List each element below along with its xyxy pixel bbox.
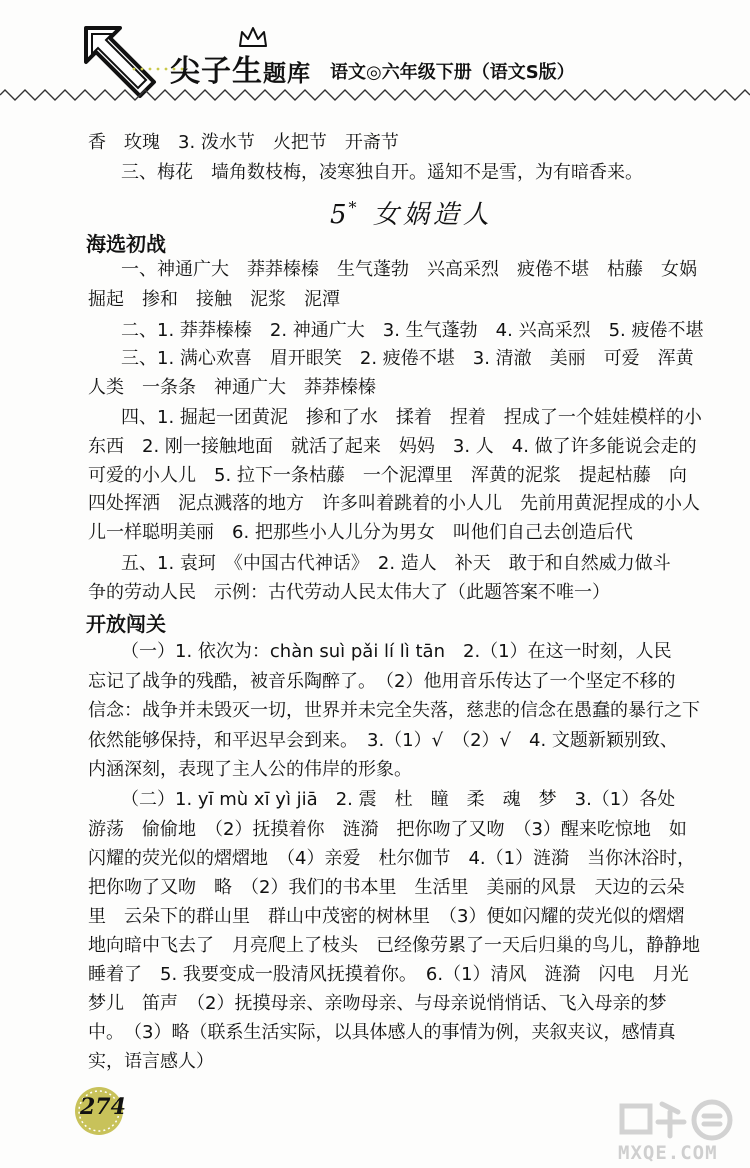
book-info: 语文◎六年级下册（语文S版）	[330, 62, 575, 83]
answer-line: 把你吻了又吻 略 （2）我们的书本里 生活里 美丽的风景 天边的云朵	[88, 877, 685, 898]
answer-line: 内涵深刻，表现了主人公的伟岸的形象。	[88, 759, 412, 780]
answer-line: 五、1. 袁珂 《中国古代神话》 2. 造人 补天 敢于和自然威力做斗	[121, 553, 671, 574]
lesson-title: 5* 女娲造人	[330, 198, 493, 230]
answer-line: 三、1. 满心欢喜 眉开眼笑 2. 疲倦不堪 3. 清澈 美丽 可爱 浑黄	[121, 348, 694, 369]
answer-line: 里 云朵下的群山里 群山中茂密的树林里 （3）便如闪耀的荧光似的熠熠	[88, 906, 685, 927]
answer-line: （二）1. yī mù xī yì jiā 2. 震 杜 瞳 柔 魂 梦 3.（1）各处	[121, 789, 676, 810]
answer-line: 实，语言感人）	[88, 1051, 214, 1072]
answer-line: 二、1. 莽莽榛榛 2. 神通广大 3. 生气蓬勃 4. 兴高采烈 5. 疲倦不堪	[121, 320, 704, 341]
answer-line: 香 玫瑰 3. 泼水节 火把节 开斋节	[88, 132, 399, 153]
brand-logo-text: 尖子生题库	[170, 54, 311, 89]
answer-line: 睡着了 5. 我要变成一股清风抚摸着你。 6.（1）清风 涟漪 闪电 月光	[88, 964, 689, 985]
answer-line: （一）1. 依次为：chàn suì pǎi lí lì tān 2.（1）在这一时刻，人民	[121, 641, 672, 662]
answer-line: 争的劳动人民 示例：古代劳动人民太伟大了（此题答案不唯一）	[88, 582, 610, 603]
answer-line: 依然能够保持，和平迟早会到来。 3.（1）√ （2）√ 4. 文题新颖别致、	[88, 730, 678, 751]
answer-line: 地向暗中飞去了 月亮爬上了枝头 已经像劳累了一天后归巢的鸟儿，静静地	[88, 935, 700, 956]
answer-line: 游荡 偷偷地 （2）抚摸着你 涟漪 把你吻了又吻 （3）醒来吃惊地 如	[88, 819, 687, 840]
answer-line: 闪耀的荧光似的熠熠地 （4）亲爱 杜尔伽节 4.（1）涟漪 当你沐浴时，	[88, 848, 696, 869]
answer-line: 四、1. 掘起一团黄泥 掺和了水 揉着 捏着 捏成了一个娃娃模样的小	[121, 407, 702, 428]
answer-line: 掘起 掺和 接触 泥浆 泥潭	[88, 289, 340, 310]
page-number: 274	[80, 1094, 126, 1120]
page-header	[0, 0, 750, 112]
answer-line: 信念：战争并未毁灭一切，世界并未完全失落，慈悲的信念在愚蠢的暴行之下	[88, 700, 700, 721]
answer-line: 三、梅花 墙角数枝梅，凌寒独自开。遥知不是雪，为有暗香来。	[121, 162, 643, 183]
crown-icon	[238, 26, 268, 48]
section-heading: 海选初战	[86, 232, 166, 256]
answer-line: 一、神通广大 莽莽榛榛 生气蓬勃 兴高采烈 疲倦不堪 枯藤 女娲	[121, 259, 697, 280]
answer-line: 人类 一条条 神通广大 莽莽榛榛	[88, 377, 376, 398]
watermark-text: MXQE.COM	[618, 1142, 718, 1164]
answer-line: 东西 2. 刚一接触地面 就活了起来 妈妈 3. 人 4. 做了许多能说会走的	[88, 436, 697, 457]
answer-line: 可爱的小人儿 5. 拉下一条枯藤 一个泥潭里 浑黄的泥浆 提起枯藤 向	[88, 465, 687, 486]
answer-line: 四处挥洒 泥点溅落的地方 许多叫着跳着的小人儿 先前用黄泥捏成的小人	[88, 493, 700, 514]
answer-line: 忘记了战争的残酷，被音乐陶醉了。 （2）他用音乐传达了一个坚定不移的	[88, 671, 676, 692]
zigzag-divider-icon	[0, 88, 750, 102]
answer-line: 梦儿 笛声 （2）抚摸母亲、亲吻母亲、与母亲说悄悄话、飞入母亲的梦	[88, 993, 667, 1014]
answer-line: 儿一样聪明美丽 6. 把那些小人儿分为男女 叫他们自己去创造后代	[88, 522, 633, 543]
answer-line: 中。 （3）略（联系生活实际，以具体感人的事情为例，夹叙夹议，感情真	[88, 1022, 676, 1043]
section-heading: 开放闯关	[86, 612, 166, 636]
